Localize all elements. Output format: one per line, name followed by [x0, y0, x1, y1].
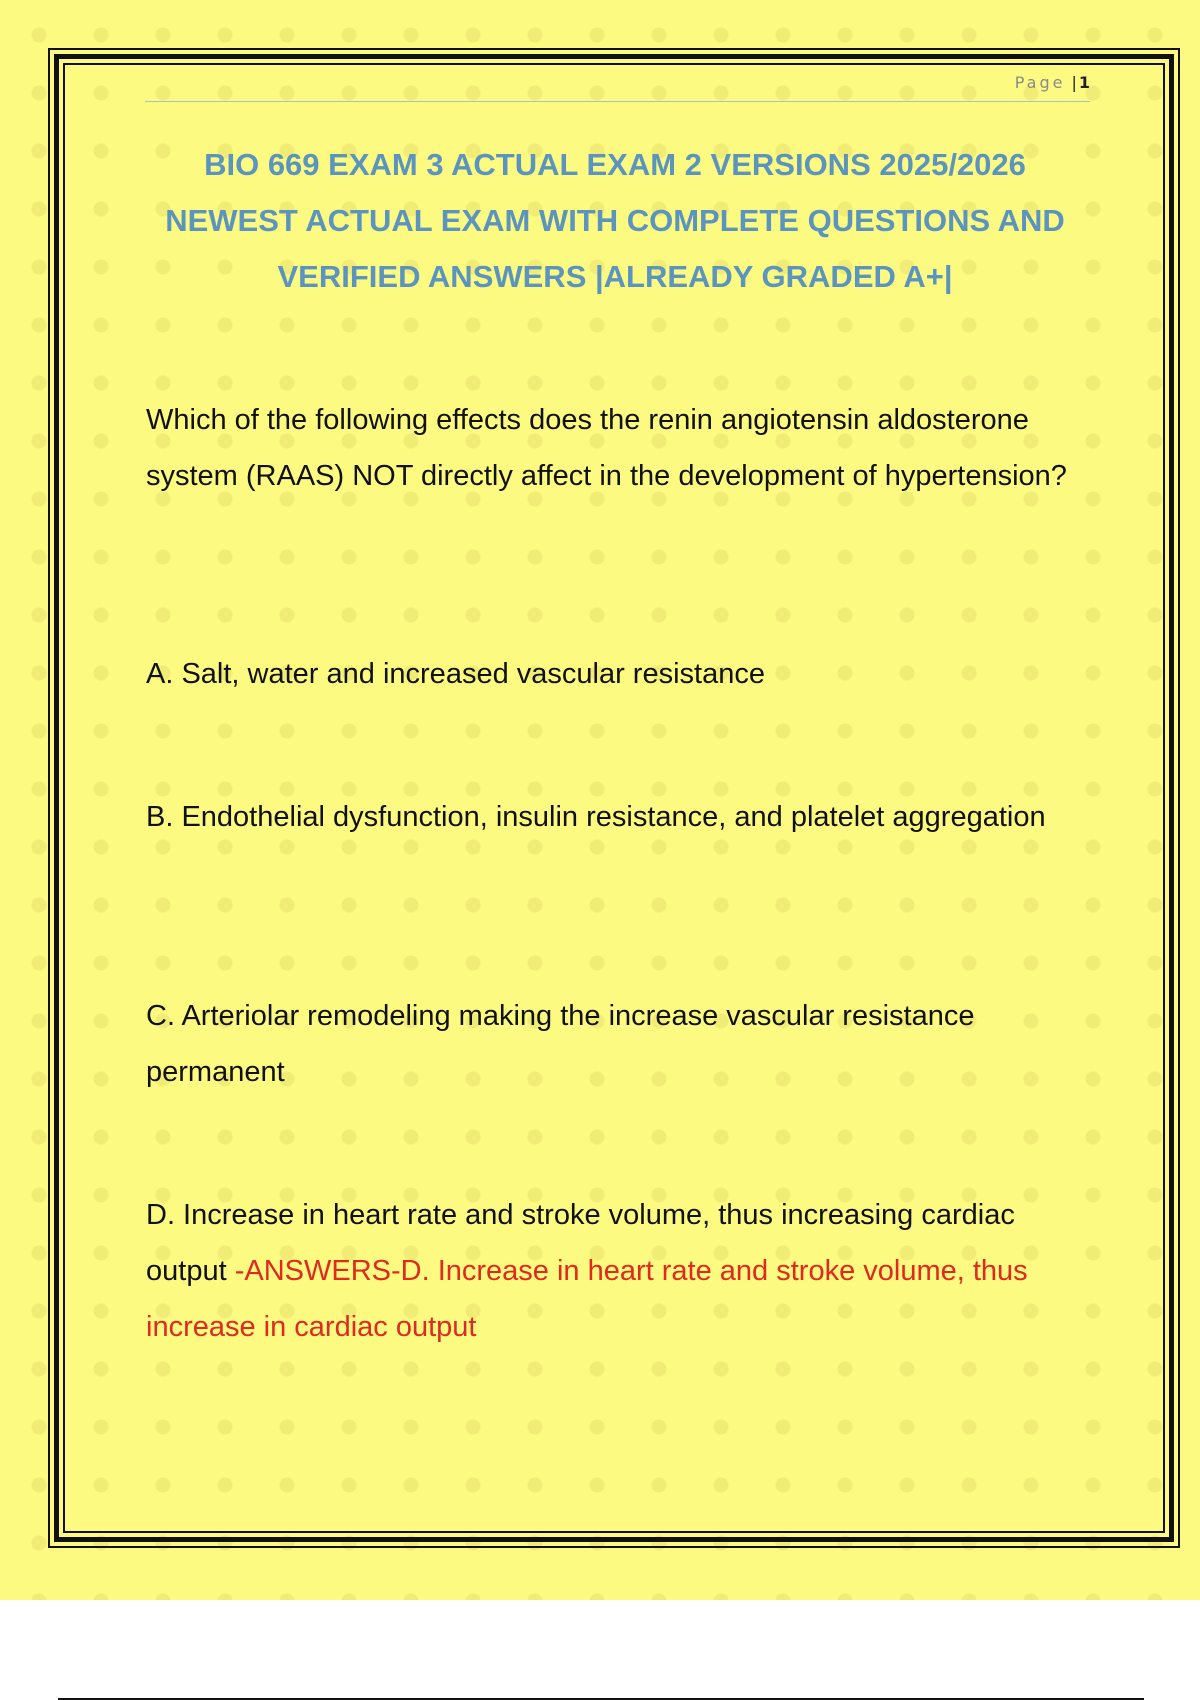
page-separator: | [1071, 73, 1077, 92]
option-a: A. Salt, water and increased vascular resistance [146, 658, 765, 690]
page-header [145, 73, 1090, 102]
option-c: C. Arteriolar remodeling making the increase vascular resistance permanent [146, 1000, 975, 1088]
title-line: VERIFIED ANSWERS |ALREADY GRADED A+| [277, 259, 953, 294]
question-text: Which of the following effects does the renin angiotensin aldosterone system (RAAS) NOT directly affect in the development of hypertension? [146, 404, 1067, 492]
answer-text: -ANSWERS-D. Increase in heart rate and stroke volume, thus increase in cardiac output [146, 1255, 1028, 1343]
page-label: Page [1014, 73, 1066, 92]
option-d-text: D. Increase in heart rate and stroke volume, thus increasing cardiac output [146, 1199, 1015, 1287]
page-number: 1 [1078, 73, 1090, 92]
option-d [146, 1187, 1076, 1355]
document-title [110, 137, 1120, 305]
title-line: NEWEST ACTUAL EXAM WITH COMPLETE QUESTIONS AND [165, 203, 1065, 238]
title-line: BIO 669 EXAM 3 ACTUAL EXAM 2 VERSIONS 2025/2026 [204, 147, 1026, 182]
option-b: B. Endothelial dysfunction, insulin resistance, and platelet aggregation [146, 801, 1046, 833]
